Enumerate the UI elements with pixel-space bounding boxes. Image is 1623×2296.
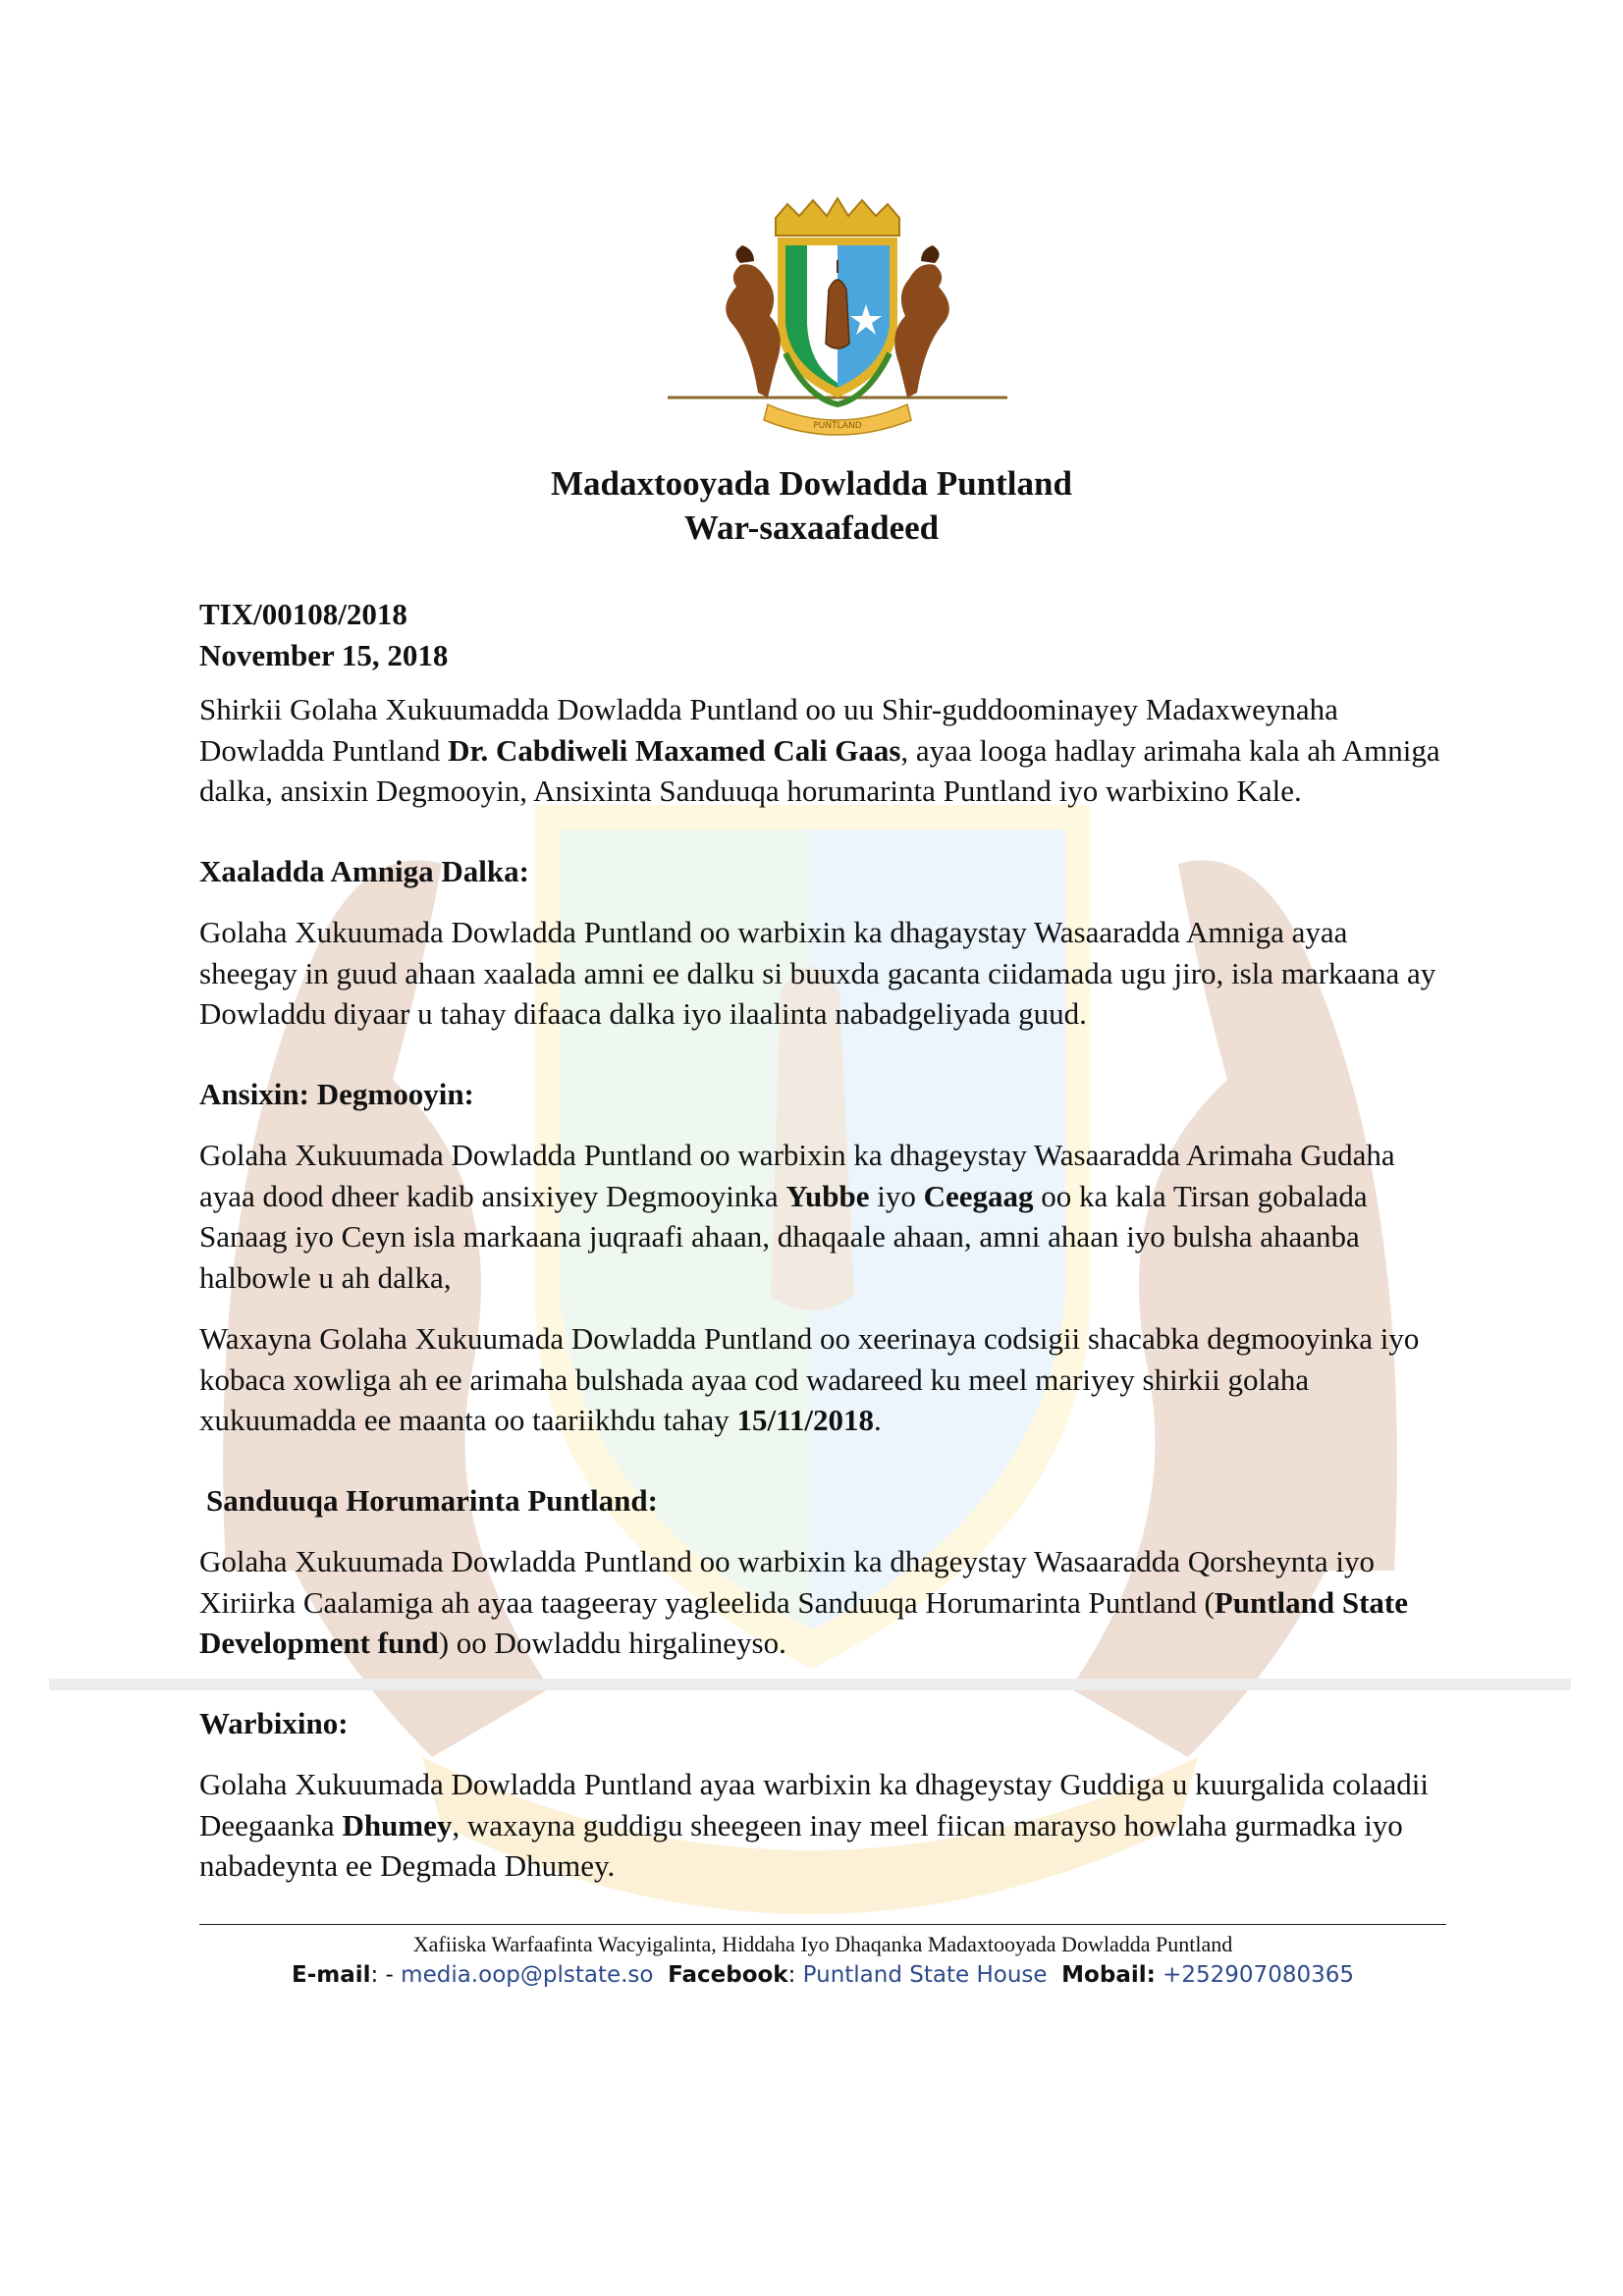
document-date: November 15, 2018 (199, 637, 449, 672)
section-heading-reports: Warbixino: (199, 1705, 349, 1740)
emblem-banner-text: PUNTLAND (813, 421, 862, 431)
section-heading-security: Xaaladda Amniga Dalka: (199, 853, 529, 888)
reference-number: TIX/00108/2018 (199, 597, 407, 631)
document-subtitle: War-saxaafadeed (683, 508, 940, 547)
districts-paragraph: Golaha Xukuumada Dowladda Puntland oo warbixin ka dhageystay Wasaaradda Arimaha Gudaha ayaa dood dheer kadib ansixiyey Degmooyinka Yubbe iyo Ceegaag oo ka kala Tirsan gobalada Sanaag iyo Ceyn isla markaana juqraafi ahaan, dhaqaale ahaan, amni ahaan iyo bulsha ahaanba halbowle u ah dalka, (199, 1138, 1395, 1295)
document-body (199, 594, 1446, 1887)
footer-contacts: E-mail: - media.oop@plstate.so Facebook: Puntland State House Mobail: +252907080365 (291, 1962, 1354, 1988)
intro-paragraph: Shirkii Golaha Xukuumadda Dowladda Puntland oo uu Shir-guddoominayey Madaxweynaha Dowladda Puntland Dr. Cabdiweli Maxamed Cali Gaas, ayaa looga hadlay arimaha kala ah Amniga dalka, ansixin Degmooyin, Ansixinta Sanduuqa horumarinta Puntland iyo warbixino Kale. (199, 692, 1440, 808)
phone-label: Mobail: (1061, 1962, 1156, 1988)
facebook-link[interactable]: Puntland State House (802, 1962, 1048, 1988)
fund-paragraph: Golaha Xukuumada Dowladda Puntland oo warbixin ka dhageystay Wasaaradda Qorsheynta iyo Xiriirka Caalamiga ah ayaa taageeray yagleelida Sanduuqa Horumarinta Puntland (Puntland State Development fund) oo Dowladdu hirgalineyso. (199, 1544, 1409, 1660)
document-header (0, 461, 1623, 550)
coat-of-arms-emblem (660, 196, 1015, 442)
president-name: Dr. Cabdiweli Maxamed Cali Gaas (448, 732, 901, 768)
section-heading-districts: Ansixin: Degmooyin: (199, 1076, 474, 1111)
document-footer (199, 1924, 1446, 1991)
email-link[interactable]: media.oop@plstate.so (401, 1962, 654, 1988)
district-yubbe: Yubbe (785, 1178, 870, 1213)
section-heading-fund: Sanduuqa Horumarinta Puntland: (206, 1482, 658, 1518)
districts-approval-paragraph: Waxayna Golaha Xukuumada Dowladda Puntland oo xeerinaya codsigii shacabka degmooyinka iyo kobaca xowliga ah ee arimaha bulshada ayaa cod wadareed ku meel mariyey shirkii golaha xukuumadda ee maanta oo taariikhdu tahay 15/11/2018. (199, 1321, 1420, 1437)
place-dhumey: Dhumey (342, 1807, 453, 1842)
facebook-label: Facebook (668, 1962, 788, 1988)
email-label: E-mail (291, 1962, 371, 1988)
fund-name: Puntland State Development fund (199, 1584, 1409, 1660)
phone-number[interactable]: +252907080365 (1163, 1962, 1354, 1988)
footer-office: Xafiiska Warfaafinta Wacyigalinta, Hiddaha Iyo Dhaqanka Madaxtooyada Dowladda Puntland (412, 1932, 1233, 1956)
approval-date: 15/11/2018 (736, 1403, 874, 1437)
district-ceegaag: Ceegaag (923, 1178, 1034, 1213)
document-title: Madaxtooyada Dowladda Puntland (551, 464, 1072, 503)
security-paragraph: Golaha Xukuumada Dowladda Puntland oo warbixin ka dhagaystay Wasaaradda Amniga ayaa sheegay in guud ahaan xaalada amni ee dalku si buuxda gacanta ciidamada ugu jiro, isla markaana ay Dowladdu diyaar u tahay difaaca dalka iyo ilaalinta nabadgeliyada guud. (199, 915, 1436, 1031)
reports-paragraph: Golaha Xukuumada Dowladda Puntland ayaa warbixin ka dhageystay Guddiga u kuurgalida colaadii Deegaanka Dhumey, waxayna guddigu sheegeen inay meel fiican marayso howlaha gurmadka iyo nabadeynta ee Degmada Dhumey. (199, 1767, 1429, 1883)
